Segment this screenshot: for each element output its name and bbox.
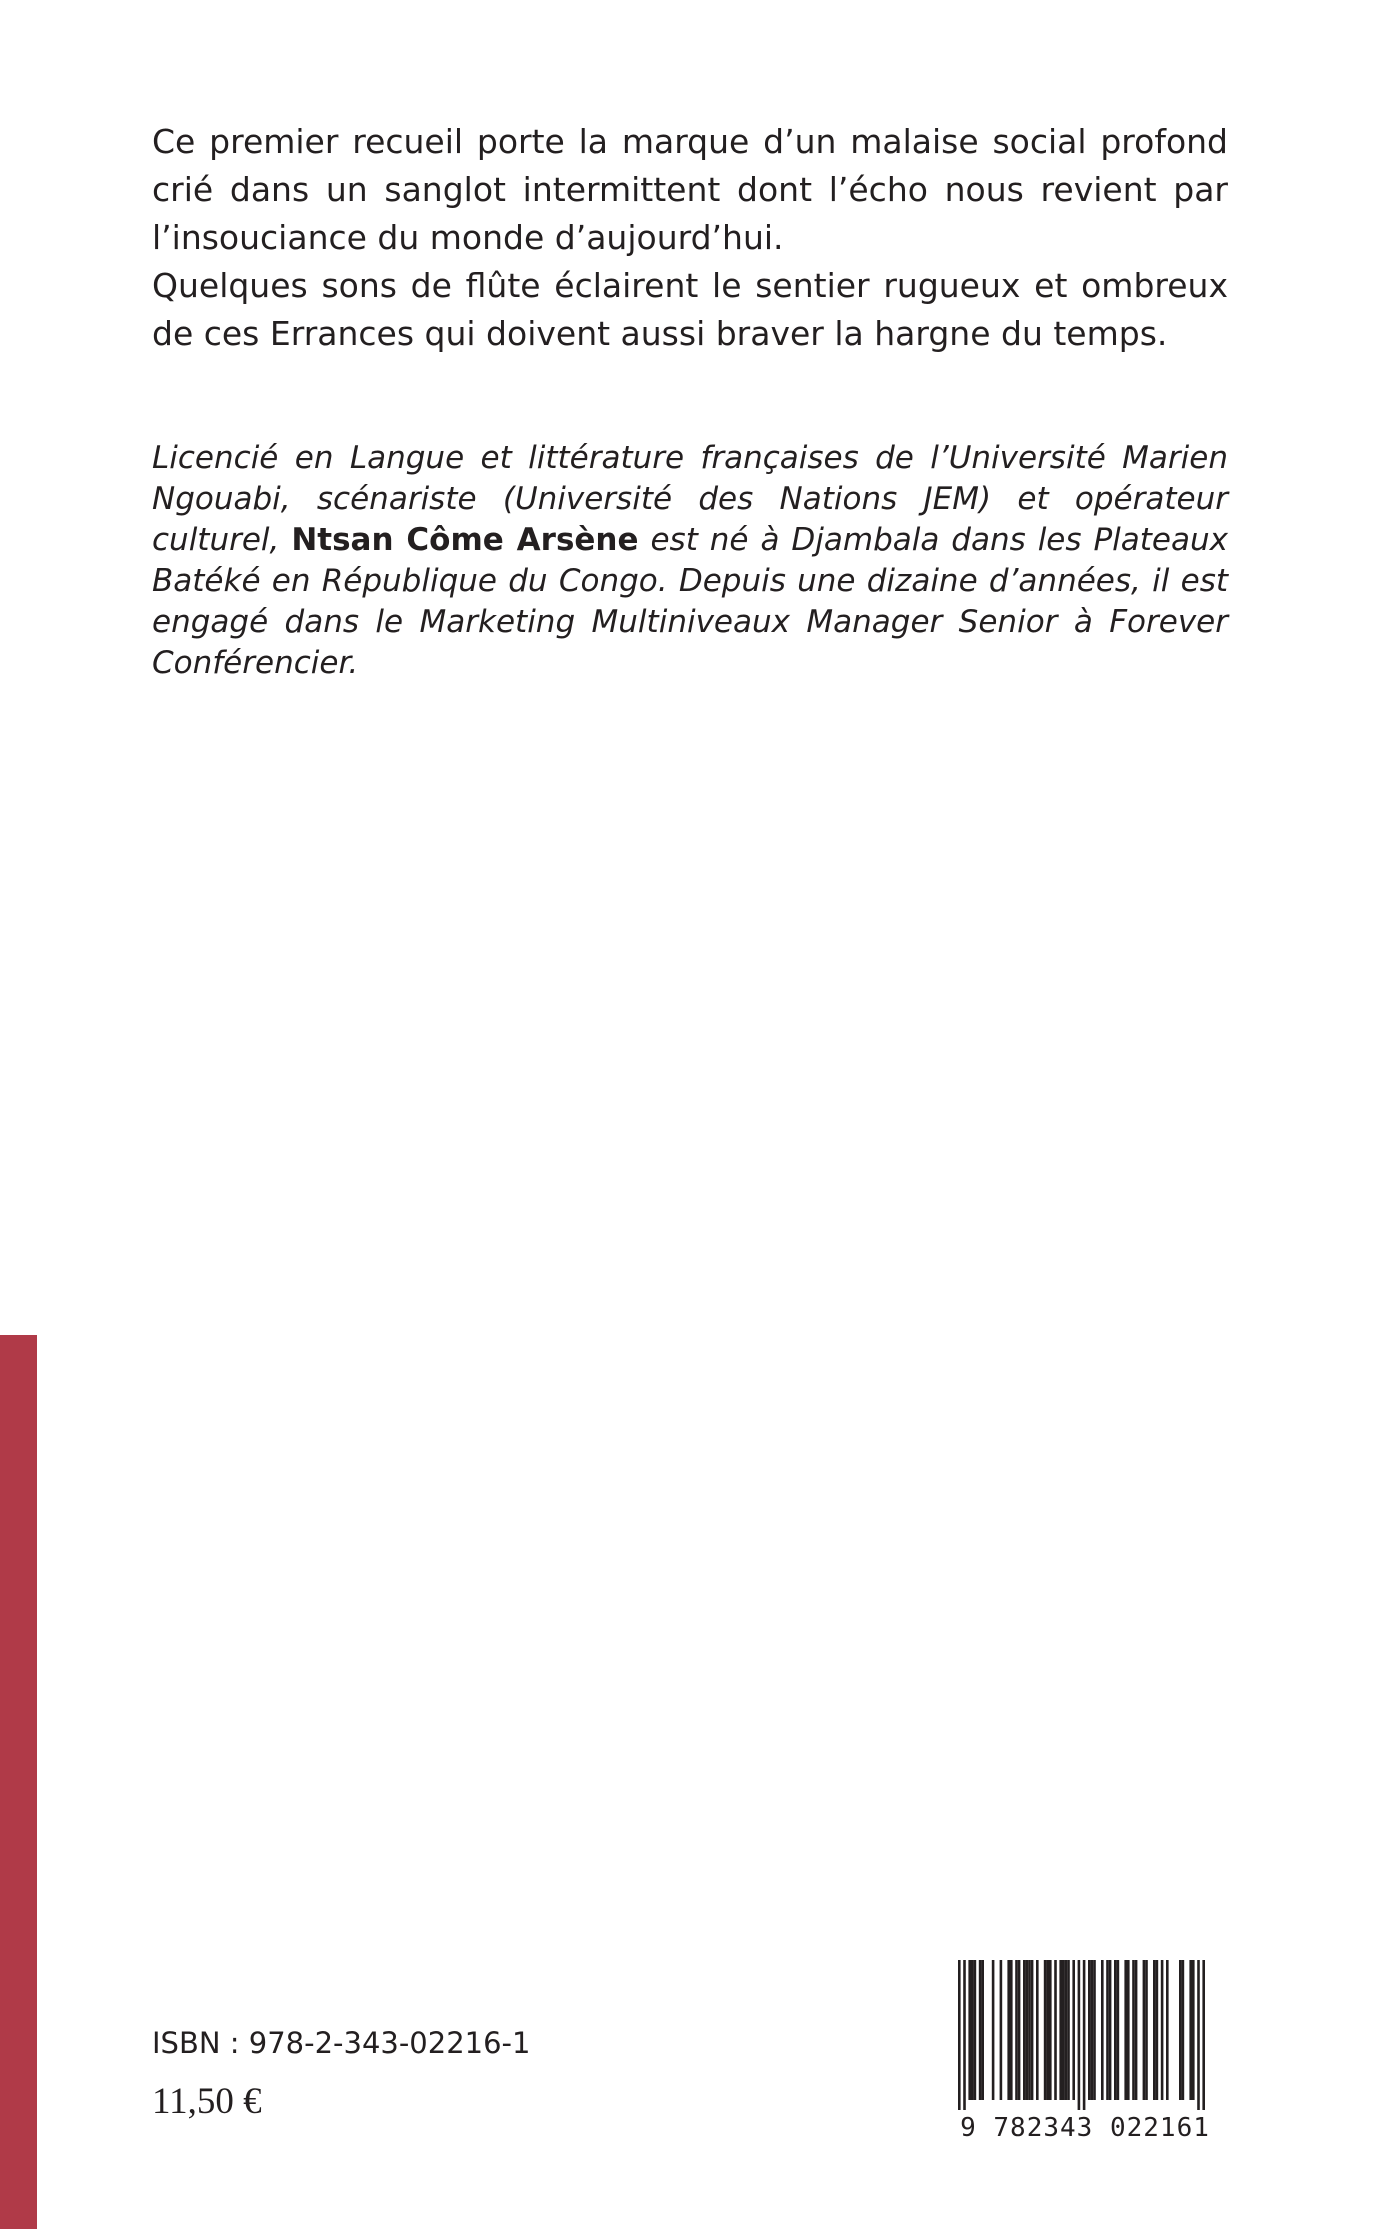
barcode-bars: [940, 1960, 1230, 2110]
barcode-bar: [1023, 1960, 1026, 2100]
barcode-bar: [1046, 1960, 1049, 2100]
barcode-guard-bar: [1197, 1960, 1200, 2110]
barcode-bar: [1088, 1960, 1091, 2100]
barcode-bar: [1124, 1960, 1127, 2100]
author-biography: [152, 438, 1228, 684]
barcode-bar: [1007, 1960, 1010, 2100]
barcode-bar: [1067, 1960, 1070, 2100]
barcode-bar: [1182, 1960, 1185, 2100]
barcode-bar: [1026, 1960, 1029, 2100]
barcode-bar: [1192, 1960, 1195, 2100]
barcode-bar: [1049, 1960, 1052, 2100]
barcode-bar: [981, 1960, 984, 2100]
barcode-bar: [1135, 1960, 1138, 2100]
barcode-bar: [1166, 1960, 1169, 2100]
barcode-bar: [1132, 1960, 1135, 2100]
barcode-bar: [1093, 1960, 1096, 2100]
isbn-barcode: [940, 1960, 1230, 2150]
author-name: Ntsan Côme Arsène: [291, 522, 639, 558]
barcode-bar: [1153, 1960, 1156, 2100]
barcode-bar: [968, 1960, 971, 2100]
barcode-bar: [1028, 1960, 1031, 2100]
bio-text-start: Licencié en Langue et littérature françaises de l’Université Marien Ngouabi, scénariste (Université des Nations JEM) et opérateur culturel,: [152, 440, 1228, 558]
barcode-bar: [1143, 1960, 1146, 2100]
barcode-bar: [1000, 1960, 1003, 2100]
barcode-guard-bar: [963, 1960, 966, 2110]
barcode-bar: [1036, 1960, 1039, 2100]
blurb-paragraph-2: Quelques sons de flûte éclairent le sentier rugueux et ombreux de ces Errances qui doivent aussi braver la hargne du temps.: [152, 266, 1228, 353]
bio-text-end: est né à Djambala dans les Plateaux Batéké en République du Congo. Depuis une dizaine d’années, il est engagé dans le Marketing Multiniveaux Manager Senior à Forever Conférencier.: [152, 522, 1228, 681]
barcode-bar: [1127, 1960, 1130, 2100]
barcode-bar: [1106, 1960, 1109, 2100]
barcode-bar: [1015, 1960, 1018, 2100]
barcode-bar: [1179, 1960, 1182, 2100]
barcode-bar: [1109, 1960, 1112, 2100]
barcode-guard-bar: [1078, 1960, 1081, 2110]
barcode-bar: [1010, 1960, 1013, 2100]
barcode-bar: [1156, 1960, 1159, 2100]
barcode-bar: [979, 1960, 982, 2100]
barcode-bar: [1054, 1960, 1057, 2100]
barcode-bar: [1072, 1960, 1075, 2100]
barcode-guard-bar: [1202, 1960, 1205, 2110]
barcode-digits: 9 782343 022161: [960, 2113, 1210, 2143]
barcode-bar: [1062, 1960, 1065, 2100]
barcode-bar: [1044, 1960, 1047, 2100]
barcode-bar: [1018, 1960, 1021, 2100]
book-blurb: [152, 118, 1228, 358]
barcode-bar: [1117, 1960, 1120, 2100]
barcode-bar: [1091, 1960, 1094, 2100]
spine-color-band: [0, 1335, 37, 2229]
barcode-bar: [992, 1960, 995, 2100]
barcode-bar: [974, 1960, 977, 2100]
barcode-bar: [1065, 1960, 1068, 2100]
barcode-bar: [1059, 1960, 1062, 2100]
barcode-guard-bar: [958, 1960, 961, 2110]
barcode-bar: [971, 1960, 974, 2100]
barcode-bar: [1145, 1960, 1148, 2100]
barcode-bar: [1189, 1960, 1192, 2100]
barcode-bar: [1114, 1960, 1117, 2100]
isbn-number: ISBN : 978-2-343-02216-1: [152, 2026, 531, 2060]
barcode-bar: [1161, 1960, 1164, 2100]
book-price: 11,50 €: [152, 2081, 262, 2122]
barcode-bar: [1101, 1960, 1104, 2100]
barcode-guard-bar: [1083, 1960, 1086, 2110]
barcode-bar: [1031, 1960, 1034, 2100]
blurb-paragraph-1: Ce premier recueil porte la marque d’un malaise social profond crié dans un sanglot intermittent dont l’écho nous revient par l’insouciance du monde d’aujourd’hui.: [152, 122, 1228, 257]
